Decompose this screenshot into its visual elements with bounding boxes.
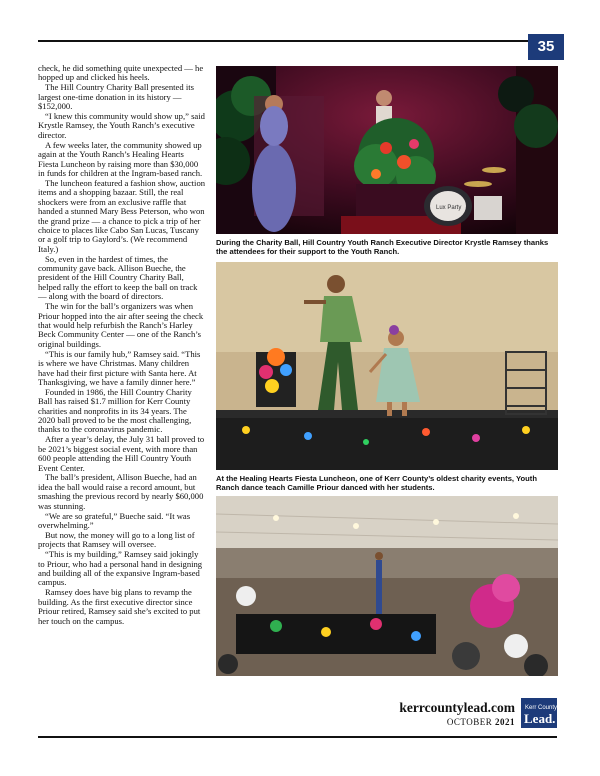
top-rule — [38, 40, 557, 42]
article-paragraph: The luncheon featured a fashion show, auction items and a shopping bazaar. Still, the real shockers were from an exclusive raffle that handed a stunned Mary Bess Peterson, who won the grand prize — a chance to pick a trip of her choice to places like Cabo San Lucas, Tuscany or a golf trip to Gaylord’s. (We recommend Italy.) — [38, 177, 206, 254]
article-column — [38, 64, 206, 626]
article-paragraph: The win for the ball’s organizers was when Priour hopped into the air after seeing the check that would help refurbish the Ranch’s Harley Beck Community Center — one of the Ranch’s original buildings. — [38, 301, 204, 349]
dance-caption: At the Healing Hearts Fiesta Luncheon, one of Kerr County’s oldest charity events, Youth Ranch dance teach Camille Priour danced with her students. — [216, 474, 537, 493]
page-number: 35 — [528, 34, 564, 60]
dance-photo — [216, 262, 558, 470]
article-paragraph: “This is my building,” Ramsey said jokingly to Priour, who had a personal hand in designing and building all of the expansive Ingram-based campus. — [38, 549, 203, 588]
footer-year: 2021 — [495, 717, 515, 727]
logo-large-text: Lead. — [524, 711, 556, 726]
article-paragraph: “I knew this community would show up,” said Krystle Ramsey, the Youth Ranch’s executive director. — [38, 111, 205, 140]
article-paragraph: After a year’s delay, the July 31 ball proved to be 2021’s biggest social event, with more than 600 people attending the Hill Country Youth Event Center. — [38, 434, 205, 473]
article-paragraph: Founded in 1986, the Hill Country Charity Ball has raised $1.7 million for Kerr County charities and nonprofits in its 34 years. The 2020 ball proved to be the most challenging, thanks to the coronavirus pandemic. — [38, 386, 192, 435]
article-paragraph: check, he did something quite unexpected — he hopped up and clicked his heels. — [38, 63, 204, 83]
footer-month: OCTOBER — [446, 717, 493, 727]
article-paragraph: So, even in the hardest of times, the community gave back. Allison Bueche, the president of the Hill Country Charity Ball, helped rally the effort to keep the ball on track — along with the board of directors. — [38, 253, 198, 302]
article-paragraph: “We are so grateful,” Bueche said. “It was overwhelming.” — [38, 510, 191, 530]
drum-label: Lux Party — [436, 205, 462, 211]
charity-ball-caption: During the Charity Ball, Hill Country Youth Ranch Executive Director Krystle Ramsey thanks the attendees for their support to the Youth Ranch. — [216, 238, 549, 257]
publication-logo — [521, 698, 557, 728]
article-paragraph: But now, the money will go to a long list of projects that Ramsey will oversee. — [38, 529, 195, 550]
luncheon-photo — [216, 496, 558, 676]
article-paragraph: A few weeks later, the community showed up again at the Youth Ranch’s Healing Hearts Fiesta Luncheon by raising more than $30,000 in funds for children at the Ingram-based ranch. — [38, 139, 203, 178]
footer-site: kerrcountylead.com — [399, 700, 515, 715]
article-paragraph: The ball’s president, Allison Bueche, had an idea the ball would raise a record amount, but smashing the previous record by nearly $60,000 was stunning. — [38, 472, 204, 511]
logo-small-text: Kerr County — [525, 705, 558, 711]
article-paragraph: Ramsey does have big plans to revamp the building. As the first executive director since Priour retired, Ramsey said she’s excited to put her touch on the campus. — [38, 587, 201, 626]
charity-ball-photo — [216, 66, 558, 234]
footer-issue — [350, 717, 515, 727]
article-paragraph: “This is our family hub,” Ramsey said. “This is where we have Christmas. Many children have had their first picture with Santa here. At Thanksgiving, we have a family dinner here.” — [38, 348, 201, 387]
bottom-rule — [38, 736, 557, 738]
article-paragraph: The Hill Country Charity Ball presented its largest one-time donation in its history — $152,000. — [38, 82, 194, 112]
